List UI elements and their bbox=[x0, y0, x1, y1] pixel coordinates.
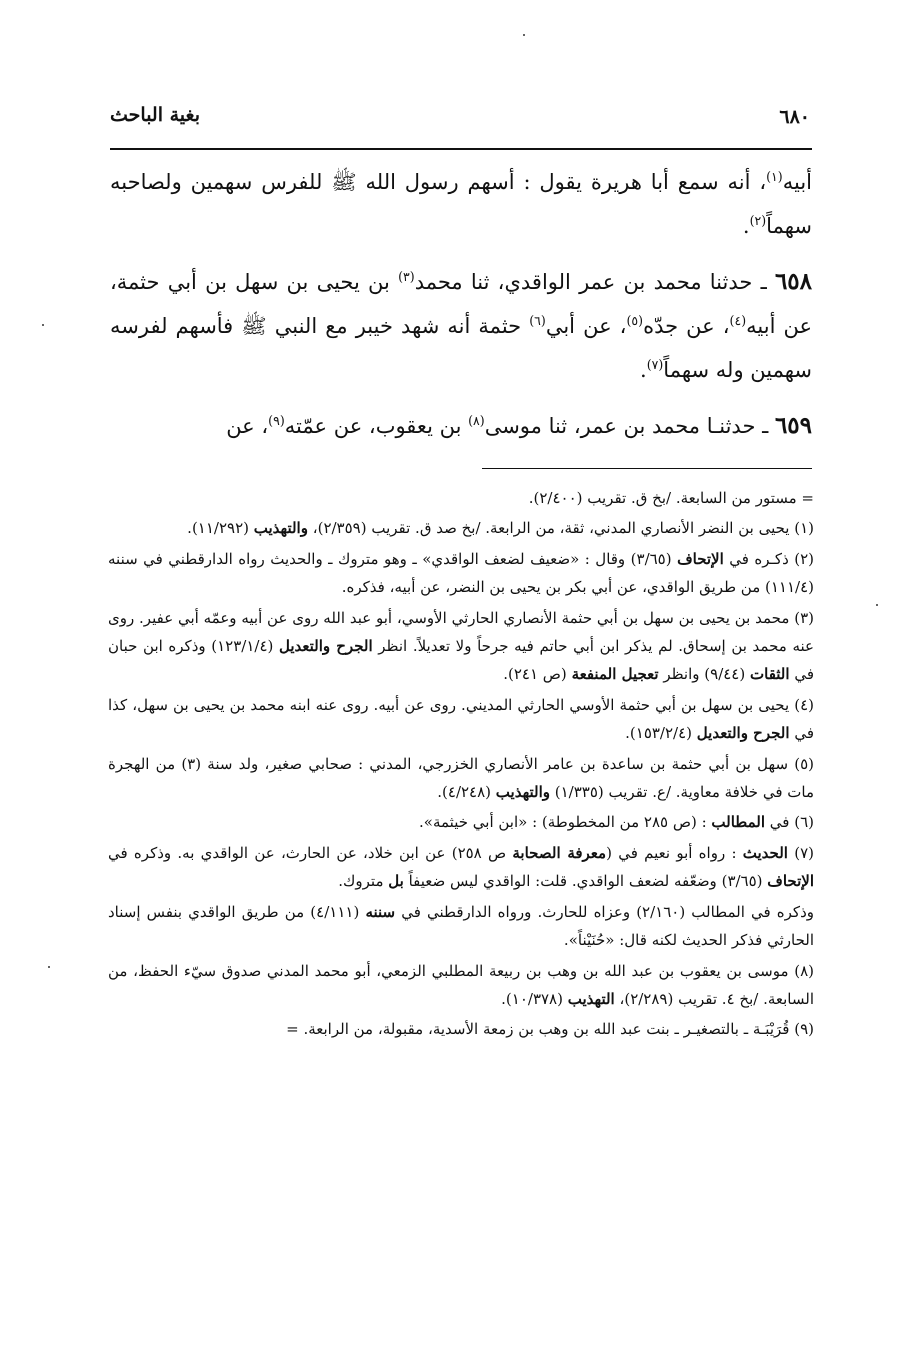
text-run: (١٢٣/١/٤) وذكره ابن حبان في bbox=[108, 637, 814, 684]
text-run: (٩/٤٤) وانظر bbox=[658, 665, 750, 684]
header-rule bbox=[110, 148, 812, 150]
text-run: (١) يحيى بن النضر الأنصاري المدني، ثقة، من الرابعة. /بخ صد ق. تقريب (٢/٣٥٩)، bbox=[307, 519, 814, 538]
text-run: (٥) سهل بن أبي حثمة بن ساعدة بن عامر الأنصاري الخزرجي، المدني : صحابي صغير، ولد سنة (٣) من الهجرة مات في خلافة معاوية. /ع. تقريب (١/٣٣٥) bbox=[108, 754, 814, 802]
keyword: الحديث bbox=[742, 843, 788, 862]
book-title: الإتحاف bbox=[677, 549, 724, 568]
text-run: (١٥٣/٢/٤). bbox=[625, 724, 697, 743]
text-run: ، عن bbox=[226, 414, 269, 438]
text-run: بن يحيى بن سهل بن أبي حثمة، عن أبيه bbox=[110, 270, 812, 338]
hadith-number: ٦٥٨ bbox=[774, 268, 813, 295]
paragraph-continuation bbox=[110, 160, 812, 248]
footnote-ref: (٢) bbox=[749, 213, 767, 228]
footnote-8 bbox=[108, 957, 814, 1014]
footnote-continued: = مستور من السابعة. /بخ ق. تقريب (٢/٤٠٠). bbox=[528, 489, 814, 507]
footnotes bbox=[108, 484, 814, 1046]
text-run: (٨) موسى بن يعقوب بن عبد الله بن وهب بن ربيعة المطلبي الزمعي، أبو محمد المدني صدوق سيّء الحفظ، من السابعة. /بخ ٤. تقريب (٢/٢٨٩)، bbox=[108, 961, 814, 1008]
book-title: الجرح والتعديل bbox=[696, 724, 790, 743]
text-run: (٣/٦٥) وقال : «ضعيف لضعف الواقدي» ـ وهو متروك ـ والحديث رواه الدارقطني في سننه (١١١/٤) من طريق الواقدي، عن أبي بكر بن يحيى بن النضر، عن أبيه، فذكره. bbox=[108, 549, 814, 597]
book-title: الجرح والتعديل bbox=[279, 637, 373, 656]
main-text bbox=[110, 160, 812, 460]
footnote-ref: (٥) bbox=[626, 313, 644, 328]
book-title: الإتحاف bbox=[767, 872, 814, 891]
text-run: ـ حدثنا محمد بن عمر الواقدي، ثنا محمد bbox=[414, 270, 775, 294]
footnote-4 bbox=[108, 691, 814, 748]
text-run: : رواه أبو نعيم في ( bbox=[606, 843, 743, 862]
page-number: ٦٨٠ bbox=[779, 106, 810, 128]
scan-speck bbox=[48, 966, 50, 968]
footnote-3 bbox=[108, 604, 814, 689]
footnote-separator bbox=[482, 468, 812, 469]
footnote-ref: (٨) bbox=[468, 413, 485, 428]
scan-speck bbox=[42, 324, 44, 326]
text-run: (١١/٢٩٢). bbox=[187, 519, 254, 538]
footnote-7 bbox=[108, 839, 814, 896]
footnote-7-continued bbox=[108, 898, 814, 955]
keyword: بل bbox=[388, 872, 404, 891]
scan-speck bbox=[876, 604, 878, 606]
hadith-659 bbox=[110, 404, 812, 448]
footnote-1 bbox=[108, 514, 814, 542]
text-run: متروك. bbox=[338, 872, 389, 891]
book-title: تعجيل المنفعة bbox=[571, 665, 659, 684]
text-run: ، عن جدّه bbox=[643, 314, 730, 338]
text-run: (٦) في bbox=[765, 813, 814, 832]
text-run: . bbox=[640, 358, 647, 382]
footnote-ref: (٤) bbox=[729, 313, 747, 328]
hadith-658 bbox=[110, 260, 812, 392]
book-title: والتهذيب bbox=[495, 783, 550, 802]
book-title: معرفة الصحابة bbox=[512, 843, 607, 862]
text-run: بن يعقوب، عن عمّته bbox=[284, 414, 469, 438]
text-run: (٤/١١١) من طريق الواقدي بنفس إسناد الحارثي فذكر الحديث لكنه قال: «حُنَيْناً». bbox=[108, 902, 814, 950]
book-title: سننه bbox=[365, 902, 396, 921]
text-run: . bbox=[742, 214, 750, 238]
hadith-number: ٦٥٩ bbox=[774, 412, 812, 439]
text-run: (٢) ذكـره في bbox=[723, 549, 814, 568]
text-run: (ص ٢٤١). bbox=[503, 665, 572, 684]
text-run: ، عن أبي bbox=[545, 314, 627, 338]
text-run: (٣) محمد بن يحيى بن سهل بن أبي حثمة الأنصاري الحارثي الأوسي، أبو عبد الله روى عن أبيه وعمّه أبي عفير. روى عنه محمد بن إسحاق. لم يذكر ابن أبي حاتم فيه جرحاً ولا تعديلاً. انظر bbox=[108, 608, 814, 656]
running-header bbox=[110, 104, 810, 136]
text-run: (٣/٦٥) وضعّفه لضعف الواقدي. قلت: الواقدي ليس ضعيفاً bbox=[403, 872, 768, 891]
footnote-6 bbox=[108, 808, 814, 836]
footnote-5 bbox=[108, 750, 814, 807]
footnote-9: (٩) قُرَيْبَـة ـ بالتصغيـر ـ بنت عبد الله بن وهب بن زمعة الأسدية، مقبولة، من الرابعة. = bbox=[286, 1020, 814, 1039]
footnote-ref: (١) bbox=[766, 169, 783, 184]
text-run: (٧) bbox=[787, 843, 815, 862]
text-run: : (ص ٢٨٥ من المخطوطة) : «ابن أبي خيثمة». bbox=[419, 813, 712, 832]
text-run: ـ حدثنـا محمد بن عمر، ثنا موسى bbox=[484, 414, 775, 438]
footnote-ref: (٧) bbox=[646, 357, 664, 372]
text-run: ، أنه سمع أبا هريرة يقول : أسهم رسول الله ﷺ للفرس سهمين ولصاحبه سهماً bbox=[110, 170, 812, 238]
text-run: (٤) يحيى بن سهل بن أبي حثمة الأوسي الحارثي المديني. روى عن أبيه. روى عنه ابنه محمد بن يحيى بن سهل، كذا في bbox=[108, 695, 814, 743]
book-title: المطالب bbox=[711, 813, 766, 832]
text-run: (١٠/٣٧٨). bbox=[501, 989, 568, 1008]
running-title: بغية الباحث bbox=[110, 104, 200, 126]
book-title: الثقات bbox=[750, 665, 790, 684]
scan-speck bbox=[523, 34, 525, 36]
book-title: والتهذيب bbox=[253, 519, 308, 538]
footnote-2 bbox=[108, 545, 814, 602]
text-run: وذكره في المطالب (٢/١٦٠) وعزاه للحارث. ورواه الدارقطني في bbox=[395, 902, 814, 921]
footnote-ref: (٦) bbox=[529, 313, 546, 328]
text-run: أبيه bbox=[782, 170, 812, 194]
text-run: (٤/٢٤٨). bbox=[437, 783, 496, 802]
text-run: حثمة أنه شهد خيبر مع النبي ﷺ فأسهم لفرسه سهمين وله سهماً bbox=[110, 314, 812, 382]
footnote-ref: (٣) bbox=[398, 269, 415, 284]
footnote-ref: (٩) bbox=[268, 413, 285, 428]
text-run: ص ٢٥٨) عن ابن خلاد، عن الحارث، عن الواقدي به. وذكره في bbox=[108, 843, 513, 862]
book-title: التهذيب bbox=[567, 989, 615, 1008]
